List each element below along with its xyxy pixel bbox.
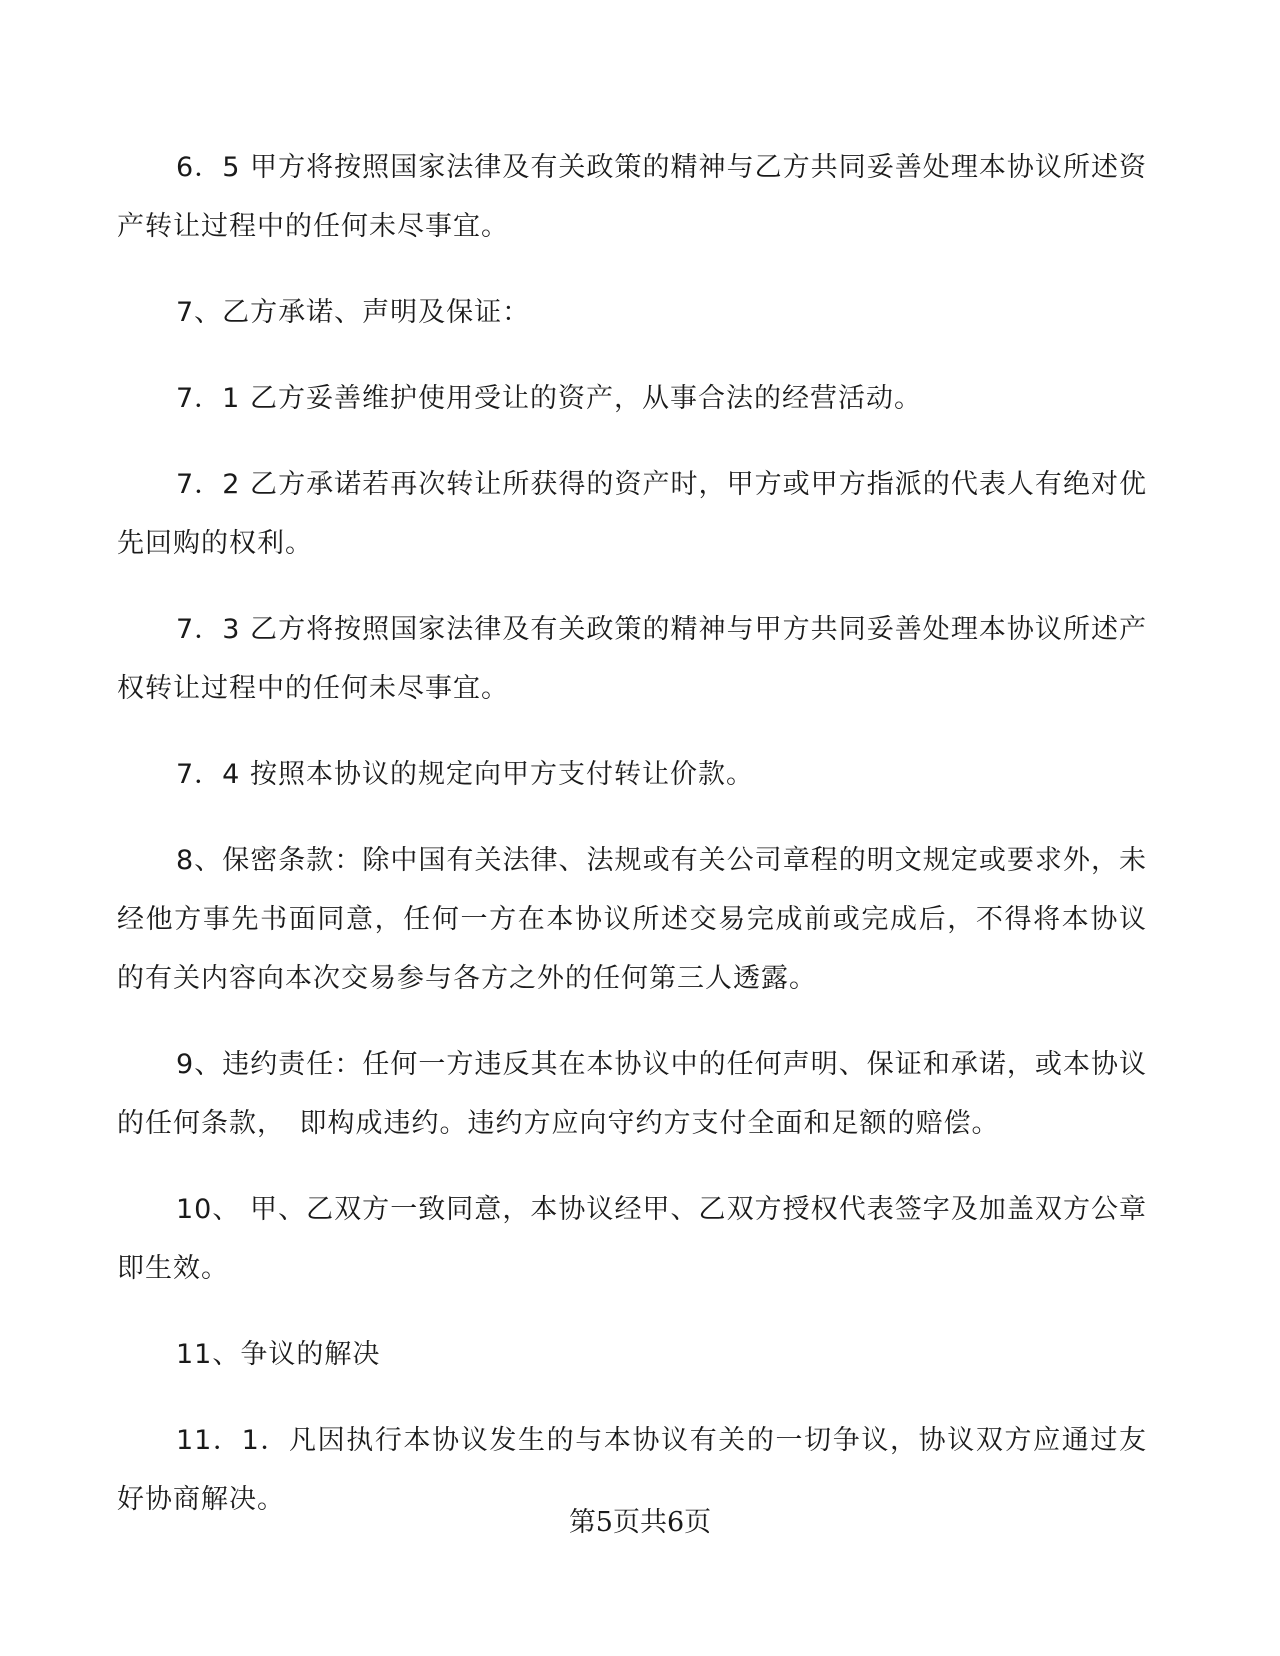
paragraph-7-heading: 7、乙方承诺、声明及保证： [176, 297, 531, 328]
paragraph-11-heading: 11、争议的解决 [176, 1339, 381, 1370]
paragraph-10-effectiveness: 10、 甲、乙双方一致同意，本协议经甲、乙双方授权代表签字及加盖双方公章即生效。 [117, 1194, 1147, 1284]
paragraph-6-5: 6．5 甲方将按照国家法律及有关政策的精神与乙方共同妥善处理本协议所述资产转让过程中的任何未尽事宜。 [117, 152, 1147, 242]
paragraph-9-liability: 9、违约责任：任何一方违反其在本协议中的任何声明、保证和承诺，或本协议的任何条款， 即构成违约。违约方应向守约方支付全面和足额的赔偿。 [117, 1049, 1147, 1139]
paragraph-7-1: 7．1 乙方妥善维护使用受让的资产，从事合法的经营活动。 [176, 383, 922, 414]
document-body [117, 138, 1147, 1556]
page-number-footer: 第5页共6页 [568, 1507, 712, 1538]
paragraph-7-2: 7．2 乙方承诺若再次转让所获得的资产时，甲方或甲方指派的代表人有绝对优先回购的权利。 [117, 469, 1147, 559]
paragraph-7-3: 7．3 乙方将按照国家法律及有关政策的精神与甲方共同妥善处理本协议所述产权转让过程中的任何未尽事宜。 [117, 614, 1147, 704]
paragraph-11-1: 11．1．凡因执行本协议发生的与本协议有关的一切争议，协议双方应通过友好协商解决。 [117, 1425, 1147, 1515]
paragraph-7-4: 7．4 按照本协议的规定向甲方支付转让价款。 [176, 759, 754, 790]
paragraph-8-confidentiality: 8、保密条款：除中国有关法律、法规或有关公司章程的明文规定或要求外，未经他方事先书面同意，任何一方在本协议所述交易完成前或完成后，不得将本协议的有关内容向本次交易参与各方之外的任何第三人透露。 [117, 845, 1147, 994]
